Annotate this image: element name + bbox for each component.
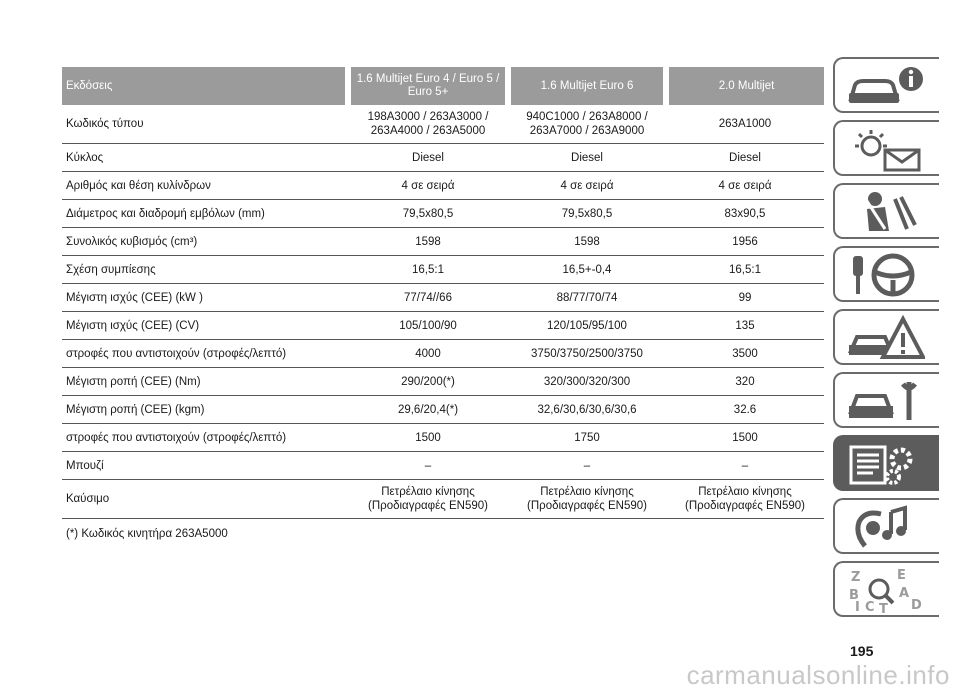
page-number: 195 <box>850 643 874 659</box>
cell-value: Πετρέλαιο κίνησης (Προδιαγραφές EN590) <box>666 480 824 519</box>
cell-value: 1598 <box>348 228 508 256</box>
header-20-multijet: 2.0 Multijet <box>666 67 824 105</box>
tab-safety[interactable] <box>833 183 939 239</box>
cell-value: Diesel <box>508 144 666 172</box>
header-16-multijet-euro4-5: 1.6 Multijet Euro 4 / Euro 5 / Euro 5+ <box>348 67 508 105</box>
row-label: Μέγιστη ισχύς (CEE) (CV) <box>62 312 348 340</box>
cell-value: 1598 <box>508 228 666 256</box>
table-row <box>62 172 824 200</box>
row-label: Καύσιμο <box>62 480 348 519</box>
emergency-breakdown-icon <box>845 315 925 361</box>
tab-index[interactable] <box>833 561 939 617</box>
index-letter: D <box>911 598 922 613</box>
cell-value: 79,5x80,5 <box>508 200 666 228</box>
table-row <box>62 452 824 480</box>
tab-emergency[interactable] <box>833 309 939 365</box>
cell-value: 120/105/95/100 <box>508 312 666 340</box>
cell-value: 320 <box>666 368 824 396</box>
cell-value: 105/100/90 <box>348 312 508 340</box>
cell-value: 1956 <box>666 228 824 256</box>
table-row <box>62 284 824 312</box>
cell-value: 1750 <box>508 424 666 452</box>
cell-value: 16,5+-0,4 <box>508 256 666 284</box>
cell-value: 135 <box>666 312 824 340</box>
cell-value: – <box>666 452 824 480</box>
cell-value: 32.6 <box>666 396 824 424</box>
cell-value: 32,6/30,6/30,6/30,6 <box>508 396 666 424</box>
cell-value: 16,5:1 <box>666 256 824 284</box>
cell-value: – <box>348 452 508 480</box>
cell-value: 4 σε σειρά <box>666 172 824 200</box>
cell-value: 3750/3750/2500/3750 <box>508 340 666 368</box>
tab-car-info[interactable] <box>833 57 939 113</box>
table-row <box>62 424 824 452</box>
multimedia-icon <box>845 504 925 550</box>
tab-warning-lights[interactable] <box>833 120 939 176</box>
tab-multimedia[interactable] <box>833 498 939 554</box>
row-label: Κύκλος <box>62 144 348 172</box>
header-16-multijet-euro6: 1.6 Multijet Euro 6 <box>508 67 666 105</box>
header-versions: Εκδόσεις <box>62 67 348 105</box>
index-letter: E <box>897 568 906 583</box>
cell-value: Πετρέλαιο κίνησης (Προδιαγραφές EN590) <box>508 480 666 519</box>
cell-value: 940C1000 / 263A8000 / 263A7000 / 263A9000 <box>508 105 666 144</box>
warning-lights-icon <box>845 126 925 172</box>
row-label: στροφές που αντιστοιχούν (στροφές/λεπτό) <box>62 340 348 368</box>
cell-value: 320/300/320/300 <box>508 368 666 396</box>
car-info-icon <box>845 63 925 109</box>
row-label: Συνολικός κυβισμός (cm³) <box>62 228 348 256</box>
cell-value: 263A1000 <box>666 105 824 144</box>
cell-value: 99 <box>666 284 824 312</box>
row-label: Σχέση συμπίεσης <box>62 256 348 284</box>
safety-airbag-icon <box>845 189 925 235</box>
cell-value: 88/77/70/74 <box>508 284 666 312</box>
cell-value: 4000 <box>348 340 508 368</box>
tab-starting-driving[interactable] <box>833 246 939 302</box>
car-maintenance-icon <box>845 378 925 424</box>
row-label: Κωδικός τύπου <box>62 105 348 144</box>
cell-value: 3500 <box>666 340 824 368</box>
technical-data-icon <box>845 441 925 487</box>
cell-value: Πετρέλαιο κίνησης (Προδιαγραφές EN590) <box>348 480 508 519</box>
table-row <box>62 200 824 228</box>
cell-value: Diesel <box>666 144 824 172</box>
index-letter: I <box>855 600 860 613</box>
cell-value: 77/74//66 <box>348 284 508 312</box>
table-row <box>62 228 824 256</box>
technical-specs-table <box>62 67 824 519</box>
row-label: Μέγιστη ροπή (CEE) (kgm) <box>62 396 348 424</box>
alphabetical-index-icon <box>845 567 925 613</box>
row-label: Μέγιστη ροπή (CEE) (Nm) <box>62 368 348 396</box>
cell-value: 16,5:1 <box>348 256 508 284</box>
cell-value: 83x90,5 <box>666 200 824 228</box>
cell-value: 1500 <box>666 424 824 452</box>
cell-value: 1500 <box>348 424 508 452</box>
footnote: (*) Κωδικός κινητήρα 263A5000 <box>66 528 228 540</box>
table-row <box>62 368 824 396</box>
index-letter: Z <box>851 570 861 585</box>
cell-value: 198A3000 / 263A3000 / 263A4000 / 263A5000 <box>348 105 508 144</box>
table-row <box>62 105 824 144</box>
cell-value: Diesel <box>348 144 508 172</box>
table-header-row <box>62 67 824 105</box>
row-label: Μπουζί <box>62 452 348 480</box>
index-letter: T <box>879 602 888 613</box>
index-letter: A <box>899 586 910 601</box>
row-label: Μέγιστη ισχύς (CEE) (kW ) <box>62 284 348 312</box>
tab-technical-data[interactable] <box>833 435 939 491</box>
table-row <box>62 396 824 424</box>
cell-value: 29,6/20,4(*) <box>348 396 508 424</box>
table-row <box>62 312 824 340</box>
steering-wheel-key-icon <box>845 252 925 298</box>
row-label: στροφές που αντιστοιχούν (στροφές/λεπτό) <box>62 424 348 452</box>
cell-value: 79,5x80,5 <box>348 200 508 228</box>
table-row <box>62 340 824 368</box>
cell-value: – <box>508 452 666 480</box>
table-row <box>62 144 824 172</box>
tab-maintenance[interactable] <box>833 372 939 428</box>
row-label: Αριθμός και θέση κυλίνδρων <box>62 172 348 200</box>
table-row <box>62 256 824 284</box>
table-row <box>62 480 824 519</box>
cell-value: 290/200(*) <box>348 368 508 396</box>
index-letter: B <box>849 588 859 603</box>
cell-value: 4 σε σειρά <box>508 172 666 200</box>
row-label: Διάμετρος και διαδρομή εμβόλων (mm) <box>62 200 348 228</box>
watermark: carmanualsonline.info <box>686 660 950 690</box>
index-letter: C <box>865 600 875 613</box>
cell-value: 4 σε σειρά <box>348 172 508 200</box>
